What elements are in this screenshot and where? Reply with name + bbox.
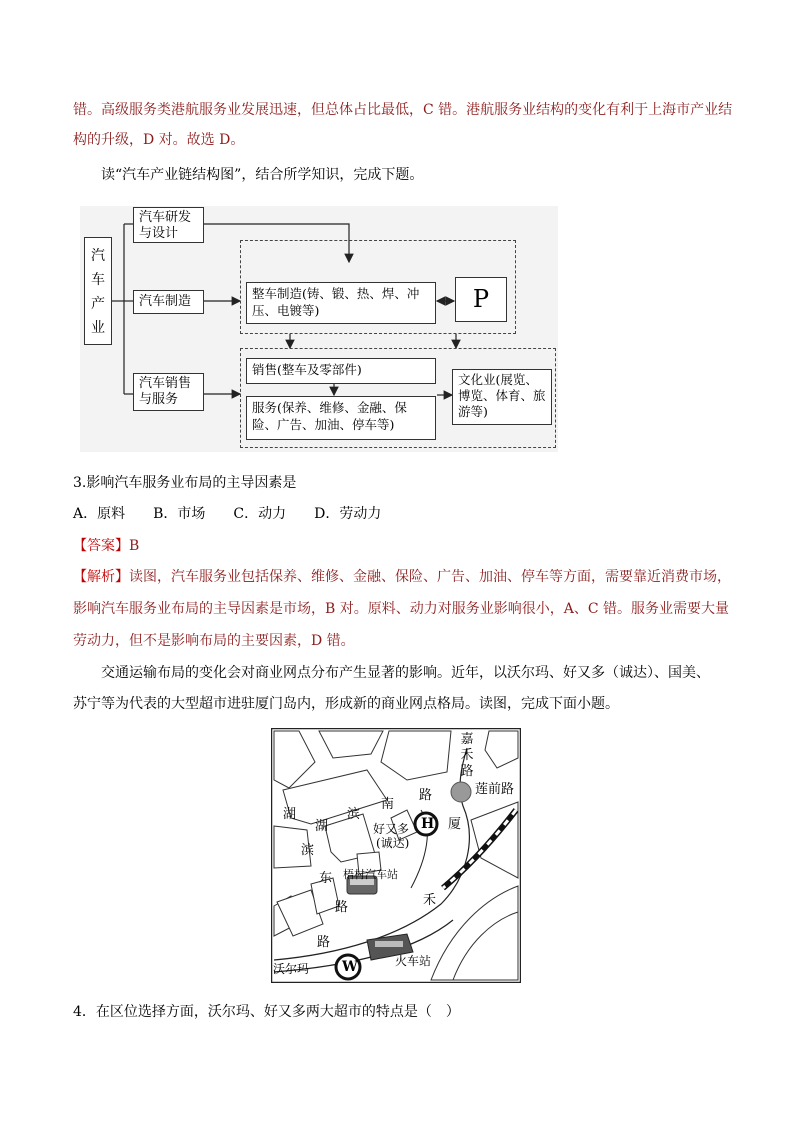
h-marker-label: H: [421, 816, 435, 832]
q3-options: A．原料 B．市场 C．动力 D．劳动力: [73, 506, 382, 522]
haoyouduo-label: 好又多: [373, 822, 410, 836]
q3-question: 3.影响汽车服务业布局的主导因素是: [73, 475, 297, 491]
he-label: 禾: [423, 893, 437, 908]
hubin-east-1: 滨: [301, 843, 315, 858]
intro-line-1: 错。高级服务类港航服务业发展迅速，但总体占比最低，C 错。港航服务业结构的变化有利于上海市产业结: [73, 102, 733, 118]
vehicle-manufacturing-box: 整车制造(铸、锻、热、焊、冲压、电镀等): [246, 282, 436, 324]
hubin-label-1: 湖: [283, 807, 297, 822]
intro-line-2: 构的升级，D 对。故选 D。: [73, 132, 245, 148]
w-marker-label: W: [342, 959, 358, 975]
sales-parts-box: 销售(整车及零部件): [246, 358, 436, 384]
walmart-label: 沃尔玛: [273, 962, 310, 976]
hubin-south-4: 路: [419, 788, 433, 803]
q3-analysis-line-1: 读图，汽车服务业包括保养、维修、金融、保险、广告、加油、停车等方面，需要靠近消费市场，: [129, 569, 731, 585]
xiamen-supermarket-map: [271, 728, 521, 983]
chain-rnd-box: 汽车研发与设计: [133, 207, 204, 243]
hubin-south-2: 滨: [347, 807, 361, 822]
chengda-label: (诚达): [376, 836, 410, 850]
q3-analysis-line-2: 影响汽车服务业布局的主导因素是市场，B 对。原料、动力对服务业影响很小，A、C 错。服务业需要大量: [73, 601, 730, 617]
culture-industry-box: 文化业(展览、博览、体育、旅游等): [452, 369, 552, 425]
chain-manufacturing-box: 汽车制造: [133, 290, 204, 314]
auto-industry-chain-diagram: [80, 206, 558, 452]
chain-root-box: 汽车产业: [84, 237, 112, 345]
lianqian-road-label: 莲前路: [475, 782, 515, 797]
hubin-south-3: 南: [381, 797, 395, 812]
q3-analysis-line-3: 劳动力，但不是影响布局的主要因素，D 错。: [73, 633, 355, 649]
read-prompt: 读“汽车产业链结构图”，结合所学知识，完成下题。: [101, 167, 424, 183]
roundabout-icon: [451, 782, 471, 802]
chain-sales-service-box: 汽车销售与服务: [133, 373, 204, 411]
q4-question: 4．在区位选择方面，沃尔玛、好又多两大超市的特点是（ ）: [73, 1004, 460, 1020]
jiahe-road-label: 嘉禾路: [460, 732, 474, 779]
p-box: P: [455, 277, 507, 322]
q3-answer-value: B: [129, 538, 140, 554]
wucun-station-label: 梧村汽车站: [343, 868, 398, 881]
hubin-east-2: 东: [319, 871, 333, 886]
xia-label: 厦: [448, 817, 462, 832]
hubin-south-1: 湖: [315, 819, 329, 834]
train-station-label: 火车站: [395, 954, 432, 968]
q3-answer-label: 【答案】: [73, 538, 129, 554]
road-lu-label: 路: [317, 935, 331, 950]
hubin-east-3: 路: [335, 900, 349, 915]
passage2-line-2: 苏宁等为代表的大型超市进驻厦门岛内，形成新的商业网点格局。读图，完成下面小题。: [73, 696, 619, 712]
q3-analysis-label: 【解析】: [73, 569, 129, 585]
services-box: 服务(保养、维修、金融、保险、广告、加油、停车等): [246, 396, 436, 440]
passage2-line-1: 交通运输布局的变化会对商业网点分布产生显著的影响。近年，以沃尔玛、好又多（诚达）、国美、: [101, 665, 710, 681]
